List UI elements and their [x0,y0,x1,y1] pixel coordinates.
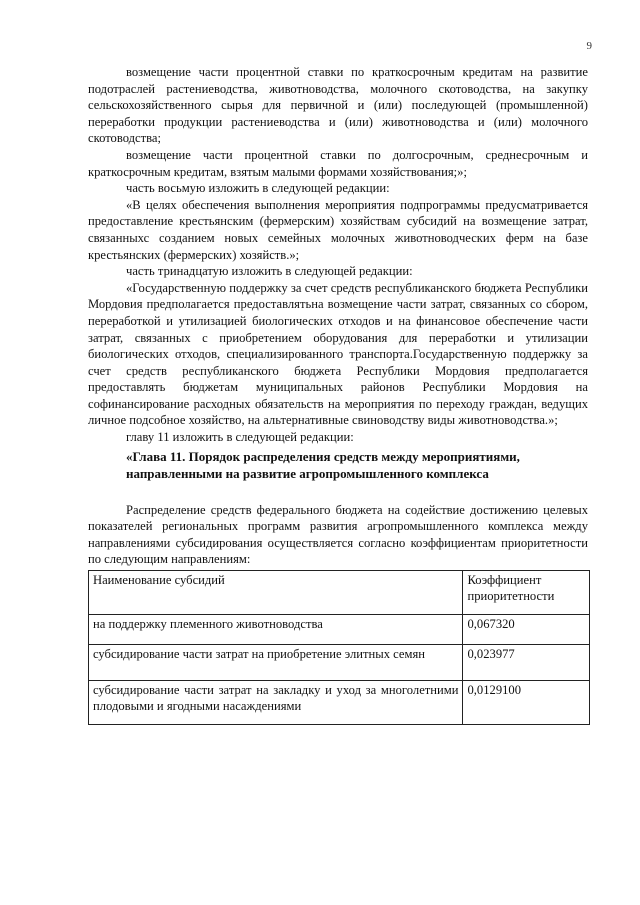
table-row [89,681,590,725]
subsidy-table [88,570,590,725]
cell-coefficient: 0,023977 [463,645,590,681]
cell-coefficient: 0,0129100 [463,681,590,725]
cell-subsidy-name: субсидирование части затрат на приобретение элитных семян [89,645,463,681]
table-row [89,615,590,645]
chapter-heading: «Глава 11. Порядок распределения средств между мероприятиями, направленными на развитие агропромышленного комплекса [126,448,520,481]
header-cell-name: Наименование субсидий [89,571,463,615]
paragraph: часть восьмую изложить в следующей редакции: [126,181,390,196]
cell-coefficient: 0,067320 [463,615,590,645]
table-row [89,645,590,681]
paragraph: возмещение части процентной ставки по краткосрочным кредитам на развитие подотраслей растениеводства, животноводства, молочного скотоводства, на закупку сельскохозяйственного сырья для первичной и (или) последующей (промышленной) переработки продукции растениеводства и (или) животноводства и (или) молочного скотоводства; [88,65,588,146]
intro-paragraph: Распределение средств федерального бюджета на содействие достижению целевых показателей региональных программ развития агропромышленного комплекса между направлениями субсидирования осуществляется согласно коэффициентам приоритетности по следующим направлениям: [88,502,588,567]
paragraph: возмещение части процентной ставки по долгосрочным, среднесрочным и краткосрочным кредитам, взятым малыми формами хозяйствования;»; [88,147,588,179]
page-number: 9 [586,40,592,52]
cell-subsidy-name: на поддержку племенного животноводства [89,615,463,645]
cell-subsidy-name: субсидирование части затрат на закладку и уход за многолетними плодовыми и ягодными насаждениями [89,681,463,725]
paragraph: «В целях обеспечения выполнения мероприятия подпрограммы предусматривается предоставление крестьянским (фермерским) хозяйствам субсидий на возмещение затрат, связанныхс созданием новых семейных молочных животноводческих ферм на базе крестьянских (фермерских) хозяйств.»; [88,197,588,262]
paragraph: часть тринадцатую изложить в следующей редакции: [126,264,413,279]
header-cell-coef: Коэффициент приоритетности [463,571,590,615]
paragraph: главу 11 изложить в следующей редакции: [126,430,354,445]
paragraph: «Государственную поддержку за счет средств республиканского бюджета Республики Мордовия предполагается предоставлятьна возмещение части затрат, связанных со сбором, переработкой и утилизацией биологических отходов и на финансовое обеспечение части затрат, связанных с приобретением оборудования для переработки и утилизации биологических отходов, специализированного транспорта.Государственную поддержку за счет средств республиканского бюджета Республики Мордовия предполагается предоставлять бюджетам муниципальных районов Республики Мордовия на софинансирование расходных обязательств на мероприятия по переходу граждан, ведущих личное подсобное хозяйство, на альтернативные свиноводству виды животноводства.»; [88,280,588,428]
table-header-row [89,571,590,615]
spacer [88,482,588,502]
document-body [88,64,588,725]
